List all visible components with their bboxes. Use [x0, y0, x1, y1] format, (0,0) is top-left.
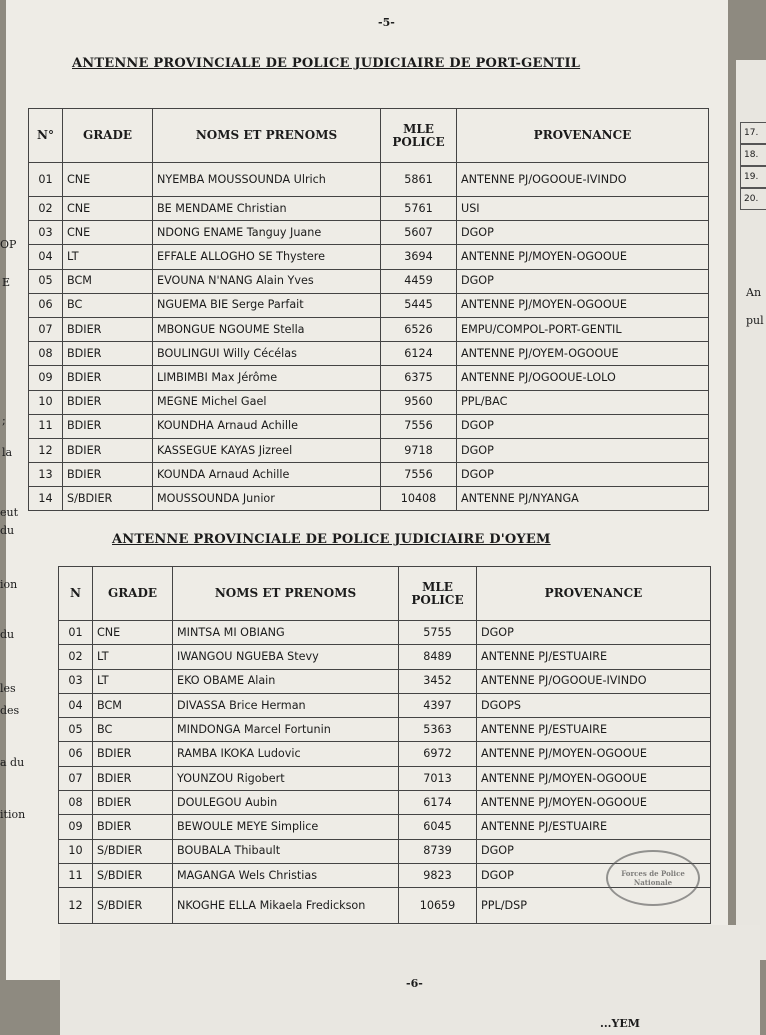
cell-number: 12 [59, 888, 93, 924]
table-row [29, 245, 709, 269]
table-row [29, 163, 709, 197]
col-header-n: N° [29, 109, 63, 163]
cell-grade: BDIER [93, 742, 173, 766]
cell-number: 01 [59, 621, 93, 645]
cell-mle: 4459 [381, 269, 457, 293]
col-header-names: NOMS ET PRENOMS [173, 567, 399, 621]
cell-mle: 10659 [399, 888, 477, 924]
cell-number: 02 [29, 197, 63, 221]
col-header-grade: GRADE [63, 109, 153, 163]
cell-name: EVOUNA N'NANG Alain Yves [153, 269, 381, 293]
margin-fragment: des [0, 704, 20, 717]
seal-text: Forces de Police Nationale [621, 869, 685, 887]
cell-name: KOUNDA Arnaud Achille [153, 463, 381, 487]
cell-name: KOUNDHA Arnaud Achille [153, 414, 381, 438]
cell-grade: S/BDIER [93, 839, 173, 863]
cell-number: 03 [29, 221, 63, 245]
cell-number: 05 [59, 718, 93, 742]
cell-name: BOULINGUI Willy Cécélas [153, 342, 381, 366]
margin-fragment: E [2, 276, 11, 289]
table-row [29, 390, 709, 414]
cell-mle: 5363 [399, 718, 477, 742]
cell-provenance: ANTENNE PJ/ESTUAIRE [477, 645, 711, 669]
margin-fragment: la [2, 446, 13, 459]
cell-mle: 6124 [381, 342, 457, 366]
cell-grade: LT [93, 645, 173, 669]
cell-name: KASSEGUE KAYAS Jizreel [153, 438, 381, 462]
cell-number: 01 [29, 163, 63, 197]
cell-provenance: ANTENNE PJ/MOYEN-OGOOUE [457, 245, 709, 269]
col-header-mle: MLE POLICE [399, 567, 477, 621]
cell-mle: 4397 [399, 693, 477, 717]
cell-name: RAMBA IKOKA Ludovic [173, 742, 399, 766]
cell-mle: 6972 [399, 742, 477, 766]
margin-fragment: du [0, 628, 15, 641]
bottom-fragment: ...YEM [600, 1017, 640, 1030]
cell-provenance: DGOP [457, 463, 709, 487]
cell-mle: 9560 [381, 390, 457, 414]
page-number-top: -5- [378, 16, 395, 29]
cell-grade: BC [93, 718, 173, 742]
cell-number: 09 [59, 815, 93, 839]
cell-provenance: EMPU/COMPOL-PORT-GENTIL [457, 317, 709, 341]
cell-mle: 6526 [381, 317, 457, 341]
section-title-oyem: ANTENNE PROVINCIALE DE POLICE JUDICIAIRE D'OYEM [112, 532, 551, 547]
cell-number: 12 [29, 438, 63, 462]
cell-provenance: DGOP [477, 863, 711, 887]
cell-grade: LT [63, 245, 153, 269]
cell-grade: BDIER [63, 366, 153, 390]
cell-number: 05 [29, 269, 63, 293]
cell-name: MBONGUE NGOUME Stella [153, 317, 381, 341]
table-row [29, 342, 709, 366]
table-port-gentil [28, 108, 709, 511]
table-row [29, 317, 709, 341]
table-row [59, 621, 711, 645]
cell-grade: BCM [93, 693, 173, 717]
cell-grade: S/BDIER [63, 487, 153, 511]
margin-fragment: ition [0, 808, 26, 821]
right-fragment: An [746, 286, 762, 299]
cell-provenance: ANTENNE PJ/NYANGA [457, 487, 709, 511]
cell-provenance: ANTENNE PJ/OYEM-OGOOUE [457, 342, 709, 366]
cell-name: NYEMBA MOUSSOUNDA Ulrich [153, 163, 381, 197]
cell-mle: 7556 [381, 463, 457, 487]
cell-number: 10 [29, 390, 63, 414]
col-header-names: NOMS ET PRENOMS [153, 109, 381, 163]
cell-number: 11 [29, 414, 63, 438]
margin-fragment: OP [0, 238, 17, 251]
cell-mle: 5445 [381, 293, 457, 317]
page-number-bottom: -6- [406, 977, 423, 990]
cell-provenance: PPL/DSP [477, 888, 711, 924]
right-row: 19. [740, 166, 766, 188]
adjacent-page-right [736, 60, 766, 960]
cell-name: BE MENDAME Christian [153, 197, 381, 221]
cell-grade: BDIER [63, 390, 153, 414]
cell-number: 08 [59, 791, 93, 815]
table-row [29, 414, 709, 438]
cell-name: NDONG ENAME Tanguy Juane [153, 221, 381, 245]
cell-name: EFFALE ALLOGHO SE Thystere [153, 245, 381, 269]
cell-name: YOUNZOU Rigobert [173, 766, 399, 790]
table-row [59, 766, 711, 790]
cell-name: NKOGHE ELLA Mikaela Fredickson [173, 888, 399, 924]
table-row [59, 669, 711, 693]
cell-name: DOULEGOU Aubin [173, 791, 399, 815]
margin-fragment: du [0, 524, 15, 537]
table-row [29, 293, 709, 317]
table-row [59, 791, 711, 815]
cell-grade: BDIER [93, 791, 173, 815]
cell-grade: BDIER [63, 317, 153, 341]
table-row [59, 839, 711, 863]
cell-name: MEGNE Michel Gael [153, 390, 381, 414]
col-header-n: N [59, 567, 93, 621]
table-row [29, 366, 709, 390]
cell-provenance: DGOP [457, 438, 709, 462]
cell-provenance: DGOP [477, 839, 711, 863]
cell-provenance: ANTENNE PJ/MOYEN-OGOOUE [457, 293, 709, 317]
cell-grade: BDIER [63, 414, 153, 438]
col-header-provenance: PROVENANCE [477, 567, 711, 621]
cell-grade: BC [63, 293, 153, 317]
cell-mle: 3694 [381, 245, 457, 269]
cell-mle: 5861 [381, 163, 457, 197]
cell-name: EKO OBAME Alain [173, 669, 399, 693]
cell-provenance: ANTENNE PJ/OGOOUE-IVINDO [477, 669, 711, 693]
cell-number: 08 [29, 342, 63, 366]
cell-grade: S/BDIER [93, 888, 173, 924]
cell-provenance: DGOP [457, 414, 709, 438]
cell-name: MAGANGA Wels Christias [173, 863, 399, 887]
cell-grade: CNE [93, 621, 173, 645]
cell-mle: 6045 [399, 815, 477, 839]
police-seal-stamp [606, 850, 700, 906]
cell-grade: BDIER [93, 766, 173, 790]
cell-number: 10 [59, 839, 93, 863]
right-fragment: pul [746, 314, 764, 327]
cell-mle: 5607 [381, 221, 457, 245]
cell-number: 02 [59, 645, 93, 669]
cell-mle: 5755 [399, 621, 477, 645]
cell-provenance: ANTENNE PJ/MOYEN-OGOOUE [477, 742, 711, 766]
table-row [29, 463, 709, 487]
cell-grade: CNE [63, 221, 153, 245]
table-header-row [59, 567, 711, 621]
cell-name: BEWOULE MEYE Simplice [173, 815, 399, 839]
table-row [29, 197, 709, 221]
cell-grade: BDIER [63, 463, 153, 487]
margin-fragment: a du [0, 756, 25, 769]
cell-provenance: ANTENNE PJ/MOYEN-OGOOUE [477, 791, 711, 815]
cell-number: 04 [59, 693, 93, 717]
table-row [59, 815, 711, 839]
cell-mle: 5761 [381, 197, 457, 221]
table-row [29, 269, 709, 293]
cell-grade: S/BDIER [93, 863, 173, 887]
cell-mle: 7013 [399, 766, 477, 790]
table-row [59, 742, 711, 766]
cell-mle: 8739 [399, 839, 477, 863]
cell-mle: 9823 [399, 863, 477, 887]
table-header-row [29, 109, 709, 163]
cell-grade: LT [93, 669, 173, 693]
table-row [59, 718, 711, 742]
cell-provenance: DGOPS [477, 693, 711, 717]
cell-provenance: ANTENNE PJ/OGOOUE-LOLO [457, 366, 709, 390]
cell-grade: BDIER [63, 438, 153, 462]
margin-fragment: ion [0, 578, 18, 591]
cell-mle: 8489 [399, 645, 477, 669]
cell-grade: BDIER [63, 342, 153, 366]
table-row [29, 221, 709, 245]
col-header-mle: MLE POLICE [381, 109, 457, 163]
cell-mle: 6174 [399, 791, 477, 815]
cell-name: BOUBALA Thibault [173, 839, 399, 863]
cell-grade: BCM [63, 269, 153, 293]
cell-name: MINTSA MI OBIANG [173, 621, 399, 645]
cell-number: 07 [29, 317, 63, 341]
cell-name: DIVASSA Brice Herman [173, 693, 399, 717]
table-row [29, 438, 709, 462]
right-row: 18. [740, 144, 766, 166]
margin-fragment: les [0, 682, 16, 695]
cell-number: 13 [29, 463, 63, 487]
cell-number: 09 [29, 366, 63, 390]
next-page [60, 925, 760, 1035]
cell-grade: CNE [63, 197, 153, 221]
cell-provenance: ANTENNE PJ/OGOOUE-IVINDO [457, 163, 709, 197]
cell-mle: 7556 [381, 414, 457, 438]
cell-provenance: PPL/BAC [457, 390, 709, 414]
table-row [59, 693, 711, 717]
cell-provenance: USI [457, 197, 709, 221]
cell-number: 03 [59, 669, 93, 693]
cell-provenance: ANTENNE PJ/ESTUAIRE [477, 815, 711, 839]
cell-number: 11 [59, 863, 93, 887]
cell-number: 14 [29, 487, 63, 511]
cell-number: 06 [59, 742, 93, 766]
cell-name: IWANGOU NGUEBA Stevy [173, 645, 399, 669]
right-row: 20. [740, 188, 766, 210]
cell-mle: 10408 [381, 487, 457, 511]
cell-grade: BDIER [93, 815, 173, 839]
cell-name: LIMBIMBI Max Jérôme [153, 366, 381, 390]
cell-name: MINDONGA Marcel Fortunin [173, 718, 399, 742]
margin-fragment: eut [0, 506, 19, 519]
table-row [29, 487, 709, 511]
cell-provenance: ANTENNE PJ/MOYEN-OGOOUE [477, 766, 711, 790]
section-title-port-gentil: ANTENNE PROVINCIALE DE POLICE JUDICIAIRE DE PORT-GENTIL [72, 56, 581, 71]
cell-name: NGUEMA BIE Serge Parfait [153, 293, 381, 317]
margin-fragment: ; [2, 414, 6, 427]
cell-mle: 9718 [381, 438, 457, 462]
col-header-grade: GRADE [93, 567, 173, 621]
cell-mle: 3452 [399, 669, 477, 693]
cell-number: 04 [29, 245, 63, 269]
cell-name: MOUSSOUNDA Junior [153, 487, 381, 511]
col-header-provenance: PROVENANCE [457, 109, 709, 163]
cell-number: 06 [29, 293, 63, 317]
cell-number: 07 [59, 766, 93, 790]
cell-provenance: ANTENNE PJ/ESTUAIRE [477, 718, 711, 742]
cell-provenance: DGOP [457, 221, 709, 245]
right-row: 17. [740, 122, 766, 144]
cell-provenance: DGOP [477, 621, 711, 645]
cell-mle: 6375 [381, 366, 457, 390]
table-row [59, 645, 711, 669]
cell-grade: CNE [63, 163, 153, 197]
cell-provenance: DGOP [457, 269, 709, 293]
